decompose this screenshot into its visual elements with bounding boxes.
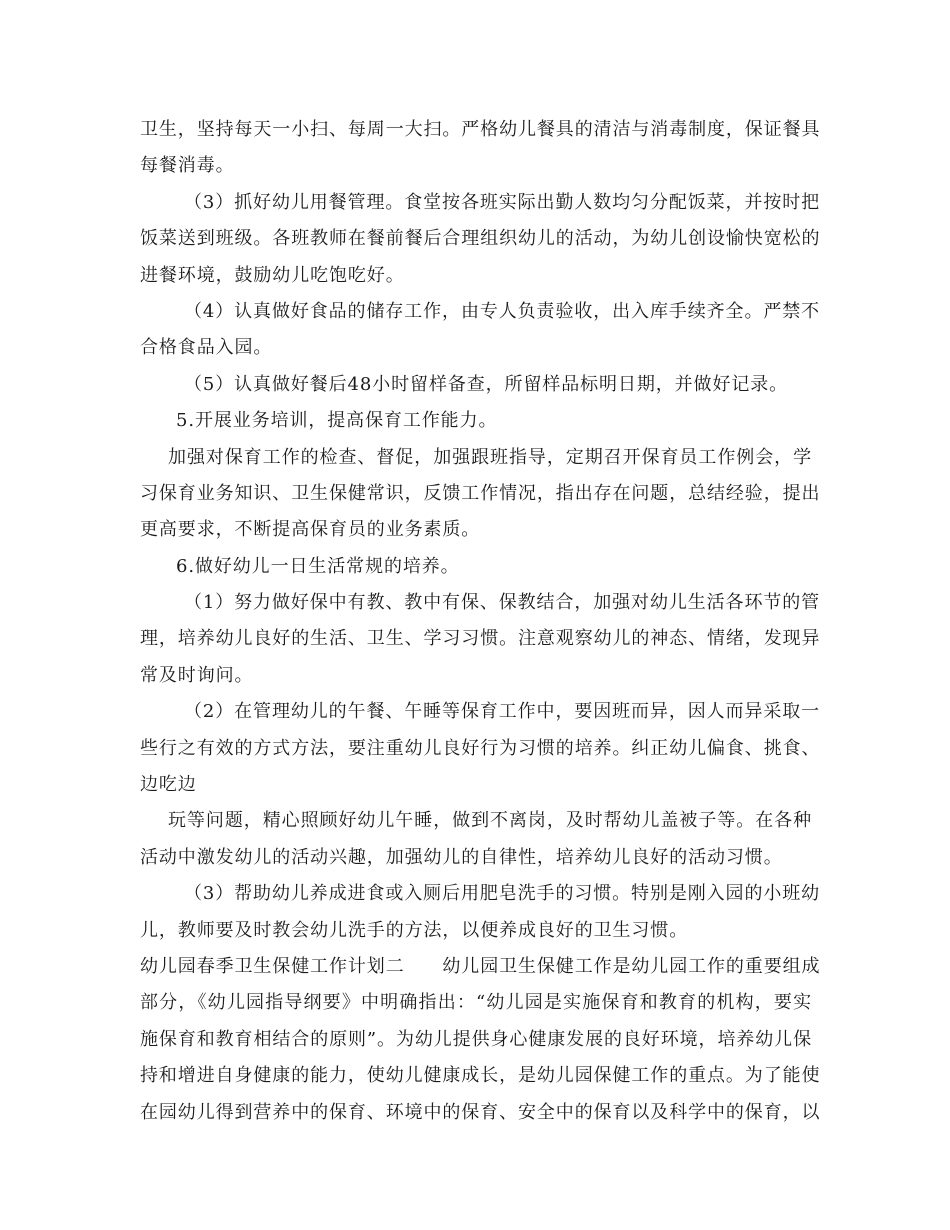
text-line: （3）帮助幼儿养成进食或入厕后用肥皂洗手的习惯。特别是刚入园的小班幼 — [184, 883, 821, 905]
text-line: （1）努力做好保中有教、教中有保、保教结合，加强对幼儿生活各环节的管 — [184, 592, 821, 614]
text-line: 理，培养幼儿良好的生活、卫生、学习习惯。注意观察幼儿的神态、情绪，发现异 — [140, 628, 821, 650]
section-heading: 5.开展业务培训，提高保育工作能力。 — [176, 410, 498, 432]
text-line: （4）认真做好食品的储存工作，由专人负责验收，出入库手续齐全。严禁不 — [184, 300, 821, 322]
text-line: 施保育和教育相结合的原则”。为幼儿提供身心健康发展的良好环境，培养幼儿保 — [140, 1028, 812, 1050]
text-line: 部分，《幼儿园指导纲要》中明确指出：“幼儿园是实施保育和教育的机构，要实 — [140, 992, 812, 1014]
text-line: 持和增进自身健康的能力，使幼儿健康成长，是幼儿园保健工作的重点。为了能使 — [140, 1065, 821, 1087]
text-line: 习保育业务知识、卫生保健常识，反馈工作情况，指出存在问题，总结经验，提出 — [140, 482, 821, 504]
text-line: 常及时询问。 — [140, 664, 254, 686]
text-line: 活动中激发幼儿的活动兴趣，加强幼儿的自律性，培养幼儿良好的活动习惯。 — [140, 846, 783, 868]
text-line: 合格食品入园。 — [140, 337, 273, 359]
text-line: （2）在管理幼儿的午餐、午睡等保育工作中，要因班而异，因人而异采取一 — [184, 701, 821, 723]
document-page — [140, 112, 821, 1131]
text-line: 加强对保育工作的检查、督促，加强跟班指导，定期召开保育员工作例会，学 — [168, 446, 812, 468]
text-line: 饭菜送到班级。各班教师在餐前餐后合理组织幼儿的活动，为幼儿创设愉快宽松的 — [140, 228, 821, 250]
text-line: 些行之有效的方式方法，要注重幼儿良好行为习惯的培养。纠正幼儿偏食、挑食、 — [140, 737, 821, 759]
section-heading: 6.做好幼儿一日生活常规的培养。 — [176, 555, 460, 577]
text-line: 玩等问题，精心照顾好幼儿午睡，做到不离岗，及时帮幼儿盖被子等。在各种 — [168, 810, 812, 832]
text-line: 幼儿园春季卫生保健工作计划二 幼儿园卫生保健工作是幼儿园工作的重要组成 — [140, 955, 821, 977]
text-line: （5）认真做好餐后48小时留样备查，所留样品标明日期，并做好记录。 — [184, 373, 789, 395]
text-line: 边吃边 — [140, 774, 197, 796]
text-line: 更高要求，不断提高保育员的业务素质。 — [140, 519, 481, 541]
text-line: （3）抓好幼儿用餐管理。食堂按各班实际出勤人数均匀分配饭菜，并按时把 — [184, 191, 821, 213]
text-line: 在园幼儿得到营养中的保育、环境中的保育、安全中的保育以及科学中的保育，以 — [140, 1101, 821, 1123]
text-line: 每餐消毒。 — [140, 155, 235, 177]
text-line: 进餐环境，鼓励幼儿吃饱吃好。 — [140, 264, 405, 286]
text-line: 儿，教师要及时教会幼儿洗手的方法，以便养成良好的卫生习惯。 — [140, 919, 689, 941]
text-line: 卫生，坚持每天一小扫、每周一大扫。严格幼儿餐具的清洁与消毒制度，保证餐具 — [140, 119, 821, 140]
